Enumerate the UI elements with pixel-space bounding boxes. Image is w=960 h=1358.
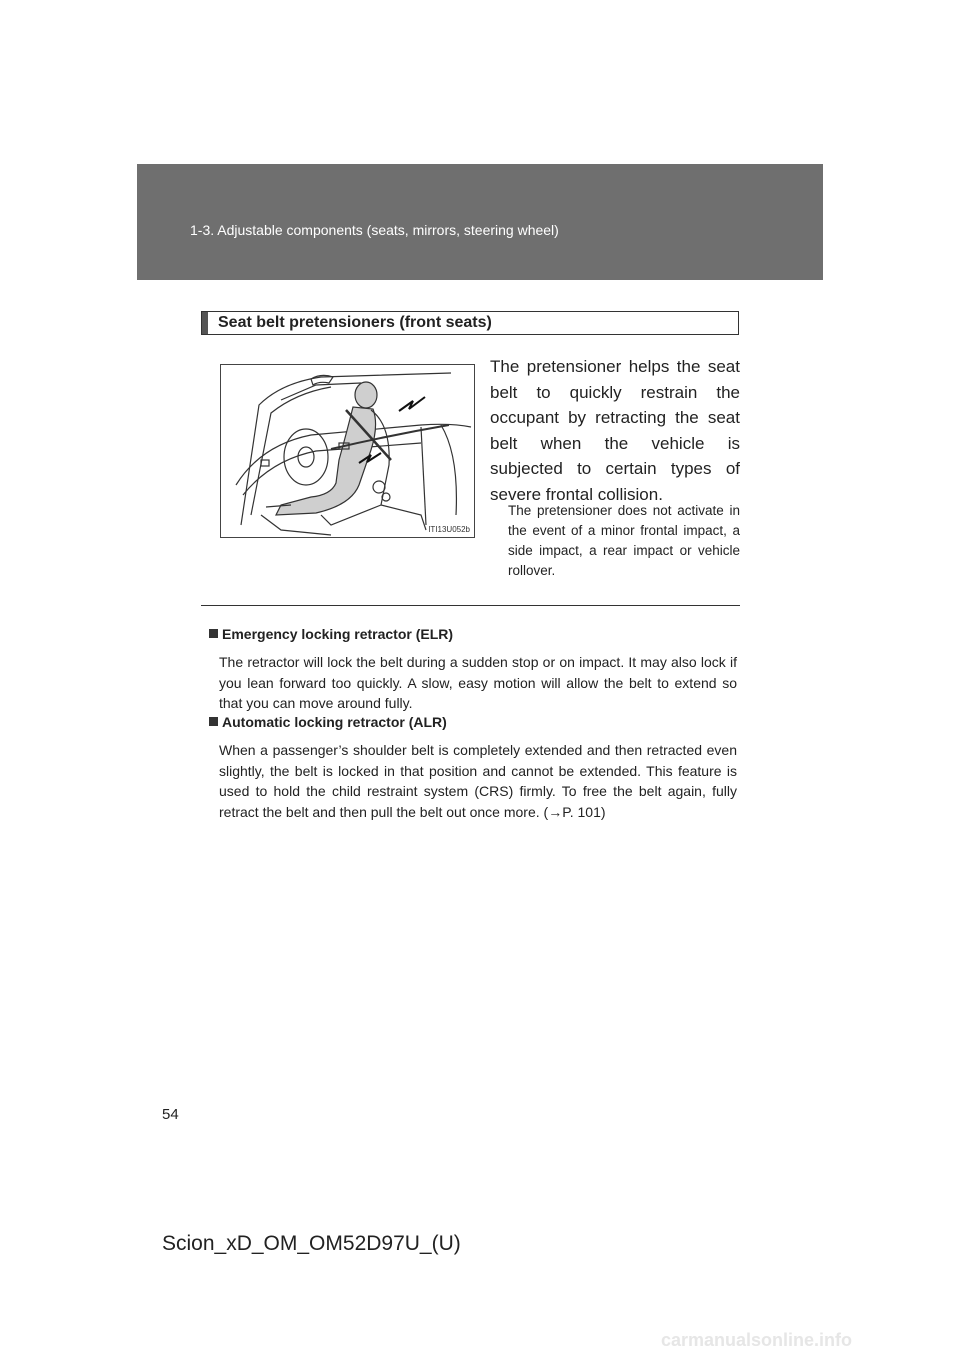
subsection-body: When a passenger’s shoulder belt is completely extended and then retracted even slightly, the belt is locked in that position and cannot be extended. This feature is used to hold the child restraint system (CRS) firmly. To free the belt again, fully retract the belt and then pull the belt out once more. (→P. 101): [219, 742, 737, 820]
section-title: Seat belt pretensioners (front seats): [218, 314, 492, 331]
car-interior-drawing: [221, 365, 475, 538]
svg-text:carmanualsonline.info: carmanualsonline.info: [661, 1330, 853, 1350]
bullet-square-icon: [209, 717, 218, 726]
watermark-logo: [661, 1328, 946, 1352]
intro-note: The pretensioner does not activate in the event of a minor frontal impact, a side impact, a rear impact or vehicle rollover.: [508, 503, 740, 578]
page-number: 54: [162, 1106, 179, 1123]
subsection-title-text: Emergency locking retractor (ELR): [222, 626, 454, 642]
intro-paragraph: The pretensioner helps the seat belt to quickly restrain the occupant by retracting the seat belt when the vehicle is subjected to certain types of severe frontal collision.: [490, 357, 740, 504]
subsection-title: [209, 714, 737, 730]
section-path: 1-3. Adjustable components (seats, mirrors, steering wheel): [190, 222, 559, 238]
pretensioner-illustration: [220, 364, 475, 538]
section-heading-bar: [202, 312, 208, 334]
subsection-title-text: Automatic locking retractor (ALR): [222, 714, 447, 730]
subsection-elr: [209, 626, 737, 714]
section-divider: [201, 605, 740, 606]
header-band: [137, 164, 823, 280]
subsection-alr: [209, 714, 737, 822]
section-heading-box: [201, 311, 739, 335]
subsection-title: [209, 626, 737, 642]
subsection-body: The retractor will lock the belt during a sudden stop or on impact. It may also lock if you lean forward too quickly. A slow, easy motion will allow the belt to extend so that you can move around fully.: [219, 654, 737, 711]
bullet-square-icon: [209, 629, 218, 638]
document-id: Scion_xD_OM_OM52D97U_(U): [162, 1232, 461, 1255]
illustration-code: ITI13U052b: [428, 525, 470, 534]
